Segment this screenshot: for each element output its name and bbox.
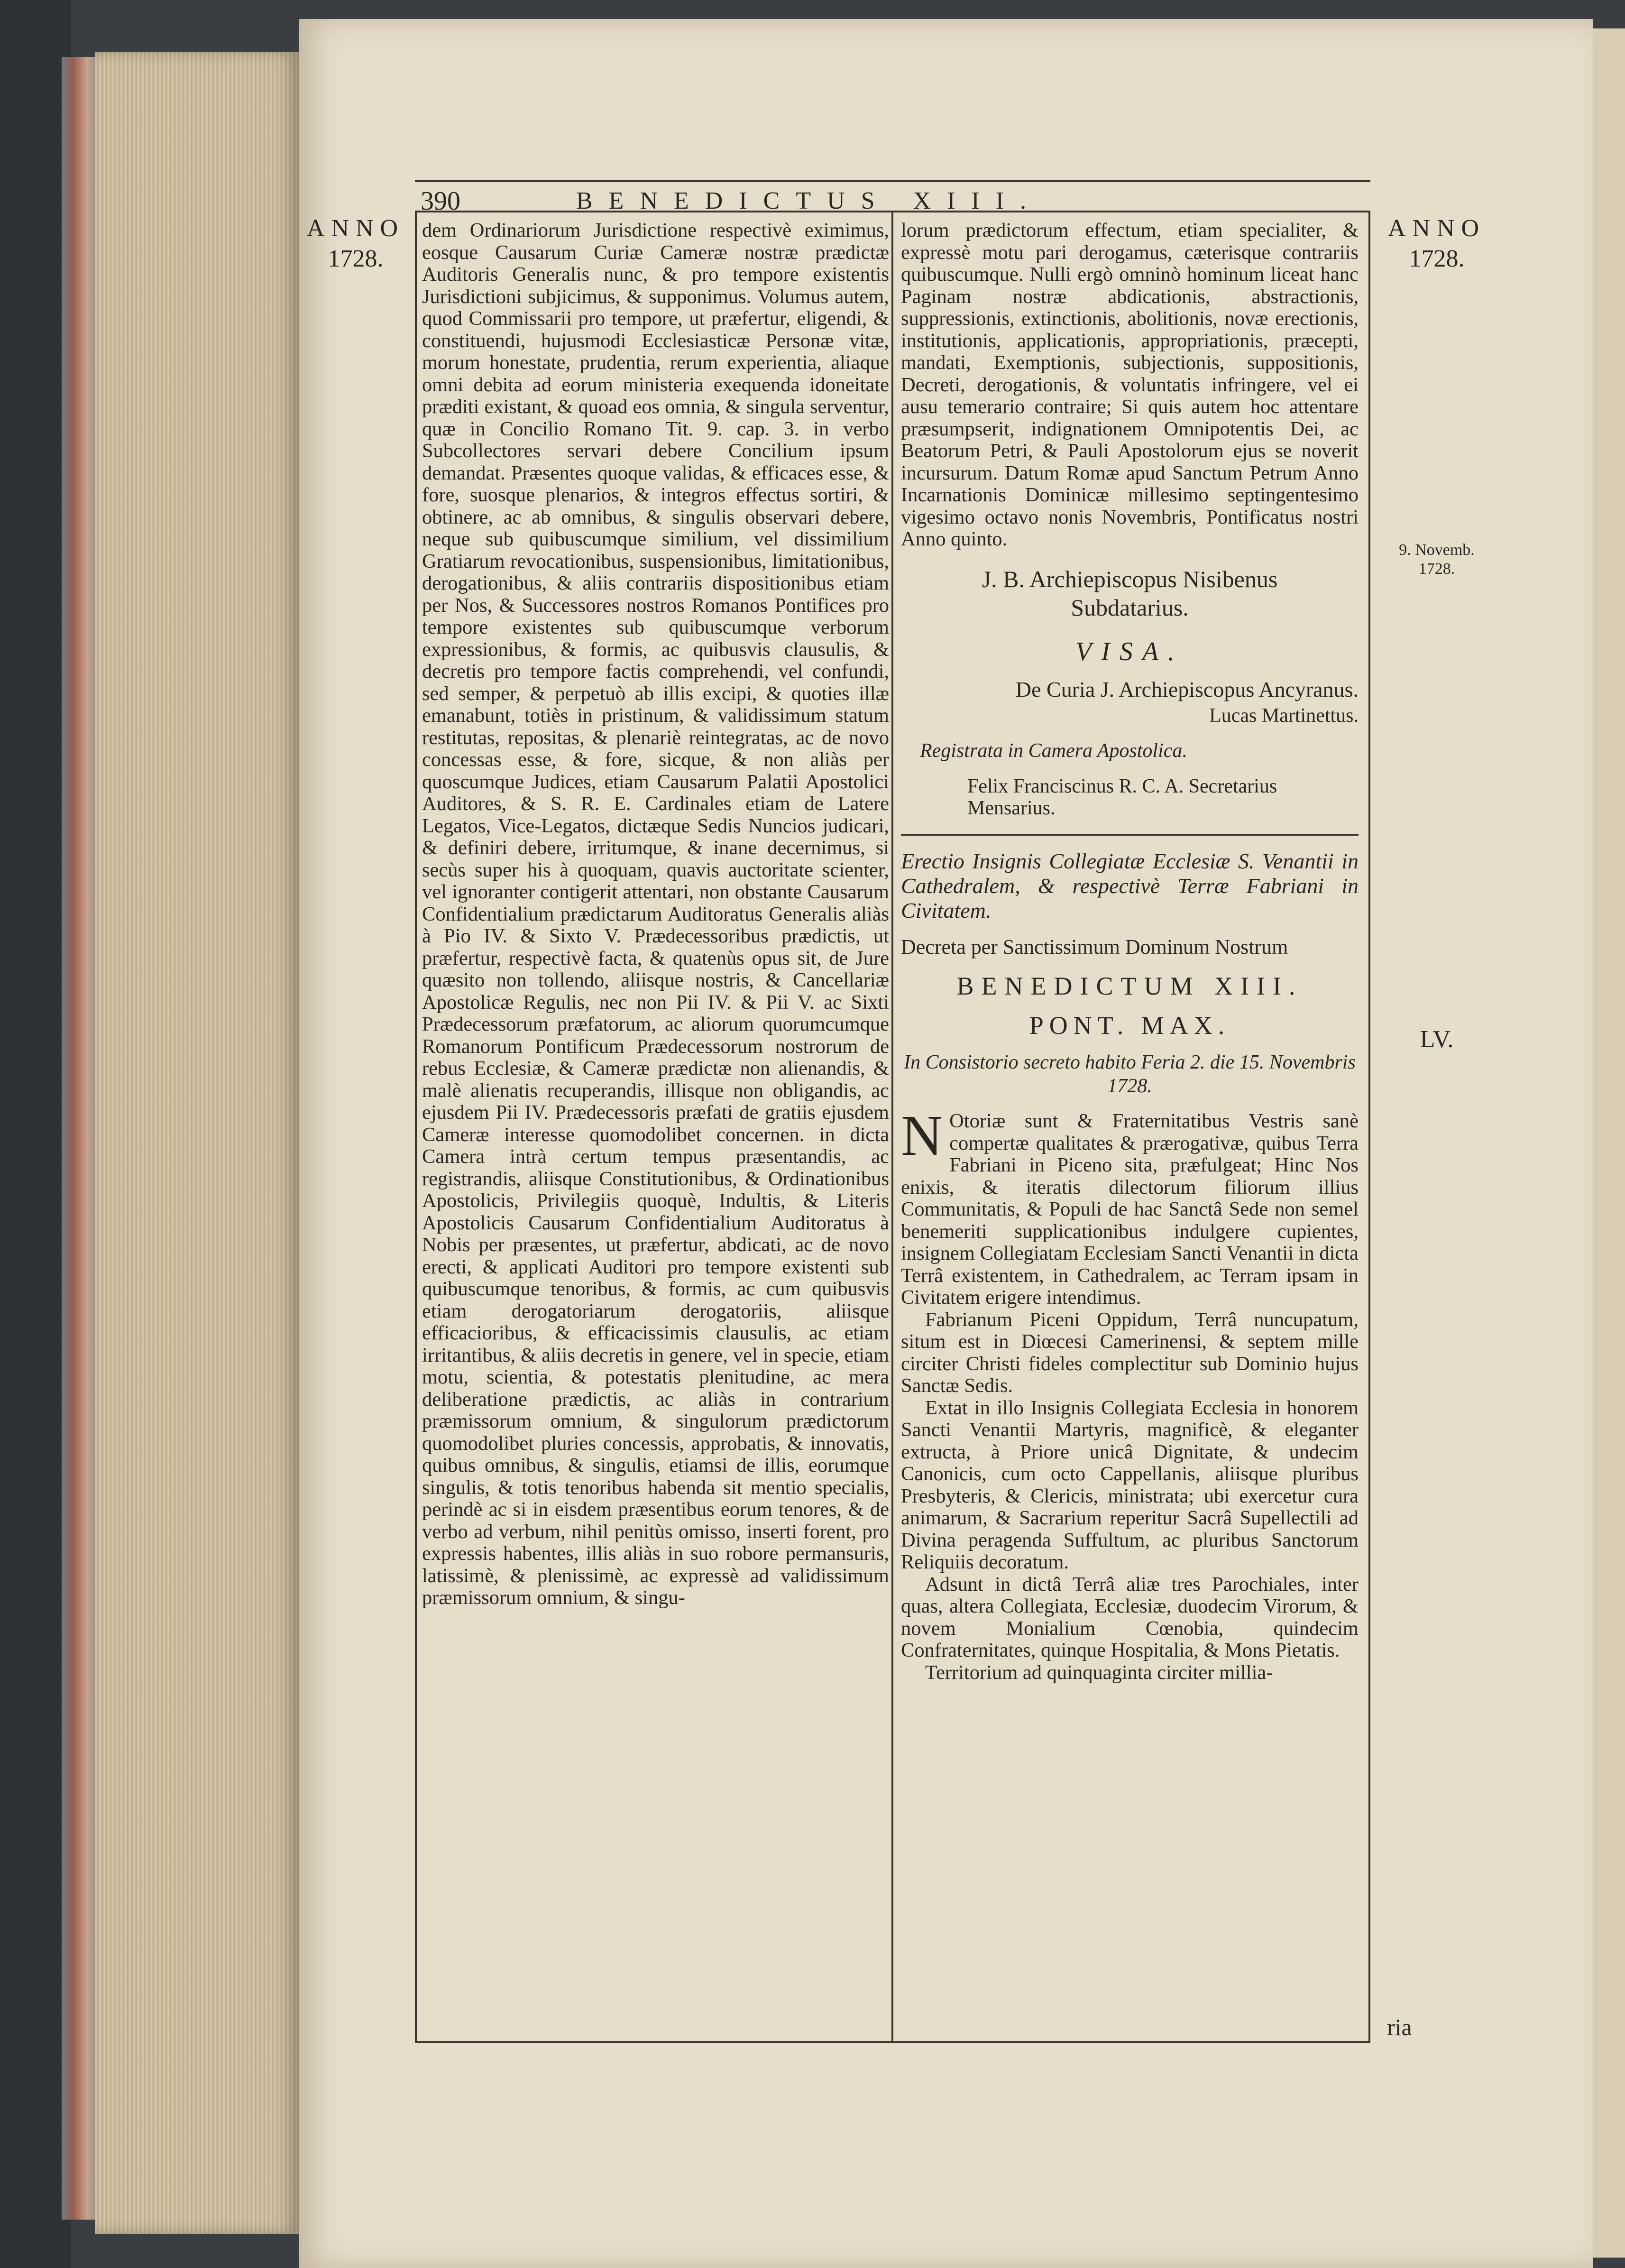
left-margin-note xyxy=(303,213,408,274)
visa-heading: VISA. xyxy=(1075,636,1184,666)
right-margin-note xyxy=(1380,213,1494,274)
running-title: BENEDICTUS XIII. xyxy=(576,187,1043,214)
paragraph: Territorium ad quinquaginta circiter millia- xyxy=(925,1661,1273,1684)
paragraph: lorum prædictorum effectum, etiam specialiter, & expressè motu pari derogamus, cæterisque contrariis quibuscumque. Nulli ergò omninò hominum liceat hanc Paginam nostræ abdicationis, abstractionis, suppressionis, extinctionis, abolitionis, novæ erectionis, institutionis, applicationis, appropriationis, præcepti, mandati, Exemptionis, subjectionis, suppositionis, Decreti, derogationis, & voluntatis infringere, vel ei ausu temerario contraire; Si quis autem hoc attentare præsumpserit, indignationem Omnipotentis Dei, ac Beatorum Petri, & Pauli Apostolorum ejus se noverit incursurum. Datum Romæ apud Sanctum Petrum Anno Incarnationis Dominicæ millesimo septingentesimo vigesimo octavo nonis Novembris, Pontificatus nostri Anno quinto. xyxy=(901,219,1359,550)
paragraph: Extat in illo Insignis Collegiata Ecclesia in honorem Sancti Venantii Martyris, magnificè, & eleganter extructa, à Priore unicâ Dignitate, & undecim Canonicis, cum octo Cappellanis, aliisque pluribus Presbyteris, & Clericis, ministrata; ubi exercetur cura animarum, & Sacrarium reperitur Sacrâ Supellectili ad Divina peragenda Suffultum, ac pluribus Sanctorum Reliquiis decoratum. xyxy=(901,1396,1359,1573)
page-number: 390 xyxy=(421,186,460,216)
paragraph: Adsunt in dictâ Terrâ aliæ tres Parochiales, inter quas, altera Collegiata, Ecclesiæ, duodecim Virorum, & novem Monialium Cœnobia, quindecim Confraternitates, quinque Hospitalia, & Mons Pietatis. xyxy=(901,1573,1359,1661)
facing-page-edge xyxy=(1591,28,1625,2258)
pont-max: PONT. MAX. xyxy=(1029,1011,1230,1040)
registrata-line: Registrata in Camera Apostolica. xyxy=(920,740,1187,762)
section-rule xyxy=(901,834,1359,836)
drop-cap: N xyxy=(901,1104,943,1168)
section-title: Erectio Insignis Collegiatæ Ecclesiæ S. Venantii in Cathedralem, & respectivè Terræ Fabriani in Civitatem. xyxy=(901,848,1359,922)
paragraph: Fabrianum Piceni Oppidum, Terrâ nuncupatum, situm est in Diœcesi Camerinensi, & septem mille circiter Christi fideles complectitur sub Dominio hujus Sanctæ Sedis. xyxy=(901,1308,1359,1397)
margin-anno: ANNO xyxy=(306,215,405,242)
signatory-felix: Felix Franciscinus R. C. A. Secretarius Mensarius. xyxy=(967,775,1277,819)
margin-year: 1728. xyxy=(328,245,384,272)
page-edges xyxy=(95,52,299,2234)
signatory-lucas: Lucas Martinettus. xyxy=(1209,704,1359,727)
curia-line: De Curia J. Archiepiscopus Ancyranus. xyxy=(1015,677,1359,701)
frame-left-rule xyxy=(415,211,417,2041)
pope-name: BENEDICTUM XIII. xyxy=(956,972,1303,1000)
signature-block: J. B. Archiepiscopus Nisibenus Subdatarius. xyxy=(982,565,1278,621)
background-edge xyxy=(0,0,71,2268)
running-head xyxy=(415,185,1370,216)
margin-anno: ANNO xyxy=(1387,215,1486,242)
left-column xyxy=(422,220,889,1609)
consistory-date: In Consistorio secreto habito Feria 2. die 15. Novembris 1728. xyxy=(904,1051,1356,1097)
paragraph: dem Ordinariorum Jurisdictione respectivè eximimus, eosque Causarum Curiæ Cameræ nostræ prædictæ Auditoris Generalis nunc, & pro tempore existentis Jurisdictioni subjicimus, & supponimus. Volumus autem, quod Commissarii pro tempore, ut præfertur, eligendi, & constituendi, hujusmodi Ecclesiasticæ Personæ vitæ, morum honestate, prudentia, rerum experientia, aliaque omni debita ad eorum ministeria exequenda idoneitate præditi existant, & quoad eos omnia, & singula serventur, quæ in Concilio Romano Tit. 9. cap. 3. in verbo Subcollectores servari debere Concilium ipsum demandat. Præsentes quoque validas, & efficaces esse, & fore, suosque plenarios, & integros effectus sortiri, & obtinere, ac ab omnibus, & singulis observari debere, neque sub quibuscumque similium, vel dissimilium Gratiarum revocationibus, suspensionibus, limitationibus, derogationibus, & aliis contrariis dispositionibus etiam per Nos, & Successores nostros Romanos Pontifices pro tempore existentes sub quibuscumque verborum expressionibus, & formis, ac quibusvis clausulis, & decretis pro tempore factis comprehendi, vel confundi, sed semper, & perpetuò ab illis excipi, & quoties illæ emanabunt, totiès in pristinum, & validissimum statum restitutas, repositas, & plenariè reintegratas, ac de novo concessas esse, & fore, sicque, & non aliàs per quoscumque Judices, etiam Causarum Palatii Apostolici Auditores, & S. R. E. Cardinales etiam de Latere Legatos, Vice-Legatos, dictæque Sedis Nuncios judicari, & definiri debere, irritumque, & inane decernimus, si secùs super his à quoquam, quavis auctoritate scienter, vel ignoranter contigerit attentari, non obstante Causarum Confidentialium prædictarum Auditoratus Generalis aliàs à Pio IV. & Sixto V. Prædecessoribus prædictis, ut præfertur, respectivè facta, & quatenùs opus sit, de Jure quæsito non tollendo, aliisque nostris, & Cancellariæ Apostolicæ Regulis, nec non Pii IV. & Pii V. ac Sixti Prædecessorum præfatorum, ac aliorum quorumcumque Romanorum Pontificum Prædecessorum nostrorum de rebus Ecclesiæ, & Cameræ prædictæ non alienandis, & malè alienatis recuperandis, illisque non obligandis, ac ejusdem Pii IV. Prædecessoris præfati de gratiis ejusdem Cameræ interesse quomodolibet concernen. in dicta Camera intrà certum tempus præsentandis, ac registrandis, aliisque Constitutionibus, & Ordinationibus Apostolicis, Privilegiis quoquè, Indultis, & Literis Apostolicis Causarum Confidentialium Auditoratus à Nobis per præsentes, ut præfertur, abdicati, ac de novo erecti, & applicati Auditori pro tempore existenti sub quibuscumque tenoribus, & formis, ac cum quibusvis etiam derogatoriarum derogatoriis, aliisque efficacioribus, & efficacissimis clausulis, ac etiam irritantibus, & aliis decretis in genere, vel in specie, etiam motu, scientia, & potestatis plenitudine, ac mera deliberatione prædictis, ac aliàs in contrarium præmissorum omnium, & singulorum prædictorum quomodolibet pluries concessis, approbatis, & innovatis, quibus omnibus, & singulis, etiamsi de illis, eorumque singulis, & totis tenoribus habenda sit mentio specialis, perindè ac si in eisdem præsentibus eorum tenores, & de verbo ad verbum, nihil penitùs omisso, inserti forent, pro expressis habentes, illis aliàs in suo robore permansuris, latissimè, & plenissimè, ac expressè ad validissimum præmissorum omnium, & singu- xyxy=(422,219,889,1609)
paragraph: N Otoriæ sunt & Fraternitatibus Vestris sanè compertæ qualitates & prærogativæ, quibus Terra Fabriani in Piceno sita, præfulgeat; Hinc Nos enixis, & iteratis dilectorum filiorum illius Communitatis, & Populi de hac Sanctâ Sede non semel benemeriti supplicationibus indulgere cupientes, insignem Collegiatam Ecclesiam Sancti Venantii in dicta Terrâ existentem, in Cathedralem, ac Terram ipsam in Civitatem erigere intendimus. xyxy=(901,1104,1359,1309)
frame-right-rule xyxy=(1368,211,1370,2041)
catchword: ria xyxy=(1387,2014,1412,2040)
decreta-line: Decreta per Sanctissimum Dominum Nostrum xyxy=(901,935,1288,959)
right-column xyxy=(901,220,1359,1684)
margin-date-note: 9. Novemb. 1728. xyxy=(1399,541,1475,578)
margin-section-number: LV. xyxy=(1420,1026,1454,1053)
column-divider xyxy=(891,211,893,2041)
margin-year: 1728. xyxy=(1409,245,1465,272)
book-page xyxy=(299,19,1593,2268)
